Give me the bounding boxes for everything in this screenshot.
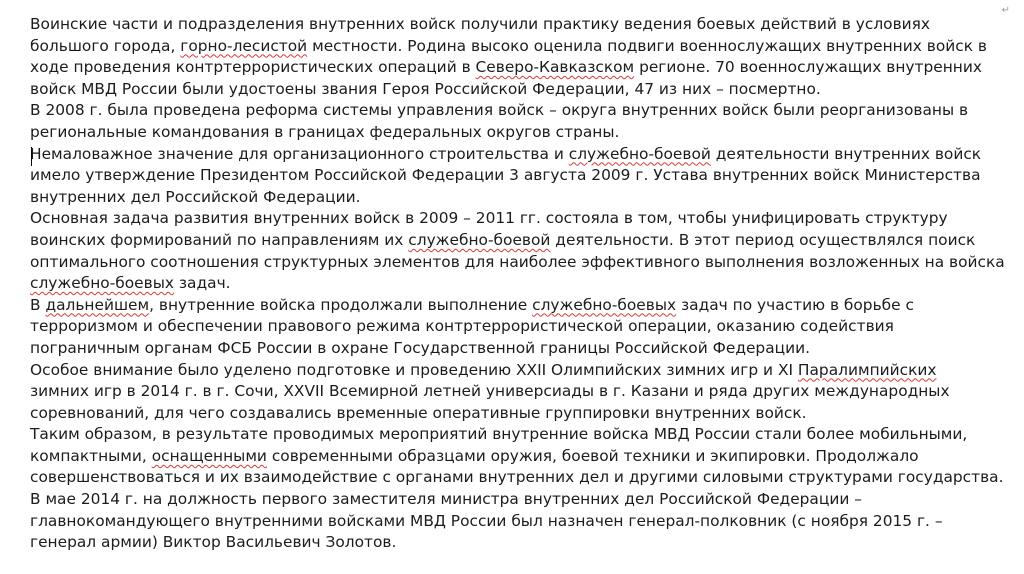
text-line	[30, 144, 1010, 166]
spellcheck-flagged-word: дальнейшем	[45, 295, 150, 314]
text-run: компактными,	[30, 446, 152, 465]
text-line	[30, 100, 1010, 122]
paragraph	[30, 14, 1010, 100]
text-run: Воинские части и подразделения внутренних войск получили практику ведения боевых действий в условиях	[30, 15, 931, 33]
text-run: терроризмом и обеспечении правового режима контртеррористической операции, оказанию содействия	[30, 317, 894, 336]
paragraph	[30, 489, 1010, 554]
text-line	[30, 79, 1010, 101]
text-line	[30, 338, 1010, 360]
text-line	[30, 14, 1010, 36]
paragraph-mark-icon: ↵	[1001, 5, 1010, 16]
text-run: внутренних дел Российской Федерации.	[30, 187, 361, 206]
text-line	[30, 36, 1010, 58]
paragraph	[30, 295, 1010, 360]
text-line	[30, 230, 1010, 252]
text-run: Основная задача развития внутренних войск в 2009 – 2011 гг. состояла в том, чтобы унифицировать структуру	[30, 209, 948, 228]
text-line	[30, 316, 1010, 338]
text-run: деятельности. В этот период осуществлялся поиск	[550, 230, 976, 249]
text-line	[30, 208, 1010, 230]
paragraph	[30, 208, 1010, 294]
text-line	[30, 295, 1010, 317]
text-run: региональные командования в границах федеральных округов страны.	[30, 122, 620, 141]
text-run: пограничным органам ФСБ России в охране Государственной границы Российской Федерации.	[30, 338, 810, 357]
text-run: задач по участию в борьбе с	[676, 295, 914, 314]
text-line	[30, 511, 1010, 533]
paragraph	[30, 424, 1010, 489]
text-run: современными образцами оружия, боевой техники и экипировки. Продолжало	[266, 446, 919, 465]
spellcheck-flagged-word: Паралимпийских	[797, 360, 937, 379]
spellcheck-flagged-word: горно-лесистой	[180, 36, 308, 55]
document-body[interactable]	[30, 14, 1010, 554]
text-run: В мае 2014 г. на должность первого заместителя министра внутренних дел Российской Федерации –	[30, 490, 862, 509]
text-run: местности. Родина высоко оценила подвиги военнослужащих внутренних войск в	[307, 36, 987, 55]
text-line	[30, 381, 1010, 403]
text-run: совершенствоваться и их взаимодействие с органами внутренних дел и другими силовыми структурами государства.	[30, 468, 1004, 487]
spellcheck-flagged-word: оснащенными	[151, 446, 267, 465]
text-run: , внутренние войска продолжали выполнение	[149, 295, 533, 314]
text-line	[30, 187, 1010, 209]
text-run: большого города,	[30, 36, 181, 55]
text-run: задач.	[173, 274, 231, 293]
text-run: Таким образом, в результате проводимых мероприятий внутренние войска МВД России стали более мобильными,	[30, 425, 968, 444]
paragraph	[30, 100, 1010, 143]
text-run: ходе проведения контртеррористических операций в	[30, 58, 476, 77]
text-run: генерал армии) Виктор Васильевич Золотов.	[30, 533, 397, 552]
text-line	[30, 446, 1010, 468]
text-line	[30, 403, 1010, 425]
text-run: оптимального соотношения структурных элементов для наиболее эффективного выполнения возложенных на войска	[30, 252, 1005, 271]
text-run: главнокомандующего внутренними войсками МВД России был назначен генерал-полковник (с ноября 2015 г. –	[30, 511, 943, 530]
text-line	[30, 532, 1010, 554]
text-run: В 2008 г. была проведена реформа системы управления войск – округа внутренних войск были реорганизованы в	[30, 101, 969, 120]
text-line	[30, 489, 1010, 511]
text-line	[30, 252, 1010, 274]
paragraph	[30, 144, 1010, 209]
paragraph	[30, 360, 1010, 425]
text-run: В	[30, 295, 46, 314]
text-run: зимних игр в 2014 г. в г. Сочи, XXVII Всемирной летней универсиады в г. Казани и ряда других международных	[30, 382, 950, 401]
text-run: воинских формирований по направлениям их	[30, 230, 409, 249]
text-line	[30, 424, 1010, 446]
text-run: регионе. 70 военнослужащих внутренних	[634, 58, 982, 77]
text-line	[30, 467, 1010, 489]
text-run: Немаловажное значение для организационного строительства и	[30, 144, 569, 163]
text-run: Особое внимание было уделено подготовке и проведению XXII Олимпийских зимних игр и XI	[30, 360, 798, 379]
spellcheck-flagged-word: служебно-боевых	[30, 274, 174, 293]
text-line	[30, 360, 1010, 382]
spellcheck-flagged-word: служебно-боевых	[532, 295, 677, 314]
text-line	[30, 122, 1010, 144]
spellcheck-flagged-word: служебно-боевой	[568, 144, 711, 163]
text-line	[30, 273, 1010, 295]
text-line	[30, 57, 1010, 79]
text-run: соревнований, для чего создавались временные оперативные группировки внутренних войск.	[30, 403, 807, 422]
text-run: имело утверждение Президентом Российской Федерации 3 августа 2009 г. Устава внутренних войск Министерства	[30, 166, 981, 185]
spellcheck-flagged-word: Северо-Кавказском	[475, 58, 635, 77]
text-run: войск МВД России были удостоены звания Героя Российской Федерации, 47 из них – посмертно.	[30, 79, 821, 98]
text-line	[30, 165, 1010, 187]
spellcheck-flagged-word: служебно-боевой	[408, 230, 551, 249]
text-run: деятельности внутренних войск	[710, 144, 982, 163]
